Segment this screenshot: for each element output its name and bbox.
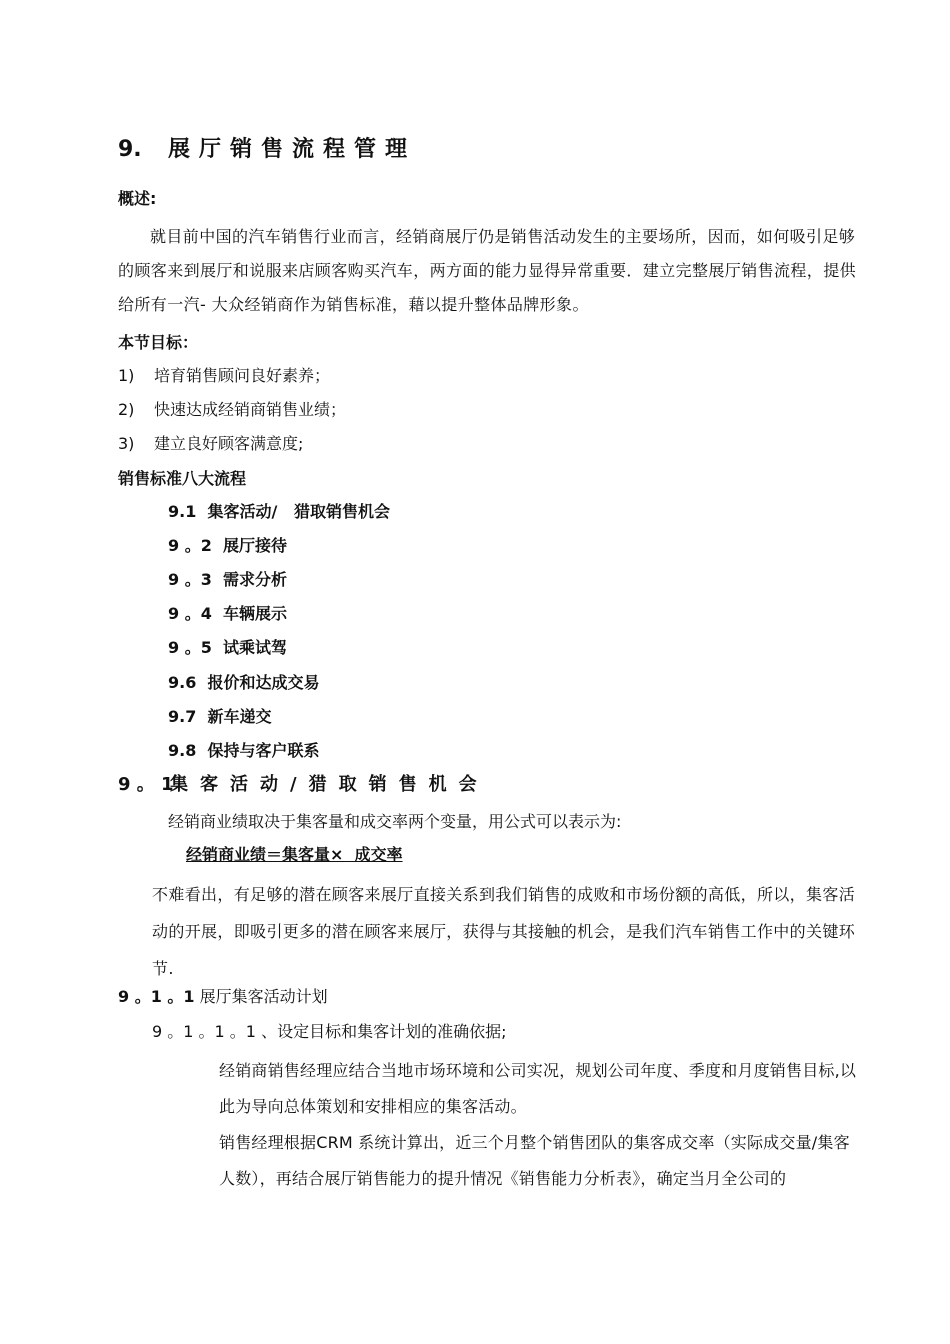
- objectives-heading: 本节目标：: [118, 333, 199, 352]
- subsection-title: 集客活动/猎取销售机会: [170, 774, 489, 795]
- item-title: 、设定目标和集客计划的准确依据;: [261, 1022, 507, 1041]
- process-item: 9.1 集客活动/ 猎取销售机会: [168, 502, 391, 521]
- section-title: [118, 136, 416, 164]
- subsection-paragraph: 不难看出，有足够的潜在顾客来展厅直接关系到我们销售的成败和市场份额的高低，所以，集客活动的开展，即吸引更多的潜在顾客来展厅，获得与其接触的机会，是我们汽车销售工作中的关键环节.: [152, 885, 856, 978]
- process-item: 9.6 报价和达成交易: [168, 673, 320, 692]
- overview-heading: 概述:: [118, 189, 157, 208]
- objective-number: 2): [118, 400, 135, 419]
- objective-text: 快速达成经销商销售业绩；: [154, 400, 347, 419]
- subsubsection-heading: [118, 987, 328, 1007]
- item-paragraph-2: 销售经理根据CRM 系统计算出，近三个月整个销售团队的集客成交率（实际成交量/集客人数），再结合展厅销售能力的提升情况《销售能力分析表》，确定当月全公司的: [219, 1133, 850, 1188]
- objective-number: 3): [118, 434, 135, 453]
- objective-item: [118, 400, 346, 420]
- subsection-heading: [118, 773, 489, 797]
- process-item: 9.7 新车递交: [168, 707, 272, 726]
- subsubsection-title: 展厅集客活动计划: [199, 987, 328, 1006]
- formula: 经销商业绩＝集客量× 成交率: [186, 845, 403, 864]
- objective-item: [118, 366, 330, 386]
- overview-paragraph: 就目前中国的汽车销售行业而言，经销商展厅仍是销售活动发生的主要场所，因而，如何吸引足够的顾客来到展厅和说服来店顾客购买汽车，两方面的能力显得异常重要．建立完整展厅销售流程，提供给所有一汽- 大众经销商作为销售标准，藉以提升整体品牌形象。: [118, 227, 857, 314]
- objective-text: 培育销售顾问良好素养；: [154, 366, 331, 385]
- objective-text: 建立良好顾客满意度;: [154, 434, 304, 453]
- objective-item: [118, 434, 303, 454]
- process-heading: 销售标准八大流程: [118, 469, 247, 488]
- subsubsection-number: 9 。1 。1: [118, 987, 195, 1006]
- item-heading: [152, 1022, 506, 1042]
- item-paragraph-1: 经销商销售经理应结合当地市场环境和公司实况，规划公司年度、季度和月度销售目标,以此为导向总体策划和安排相应的集客活动。: [219, 1061, 857, 1116]
- item-number: 9 。1 。1 。1: [152, 1022, 256, 1041]
- process-item: 9.8 保持与客户联系: [168, 741, 320, 760]
- process-item: 9 。2 展厅接待: [168, 536, 287, 555]
- process-item: 9 。4 车辆展示: [168, 604, 287, 623]
- subsection-number: 9 。 1: [118, 774, 174, 795]
- subsection-intro: 经销商业绩取决于集客量和成交率两个变量，用公式可以表示为:: [168, 812, 622, 831]
- objective-number: 1): [118, 366, 135, 385]
- section-number: 9.: [118, 137, 142, 162]
- section-title-text: 展厅销售流程管理: [168, 137, 417, 162]
- process-item: 9 。5 试乘试驾: [168, 638, 287, 657]
- process-item: 9 。3 需求分析: [168, 570, 287, 589]
